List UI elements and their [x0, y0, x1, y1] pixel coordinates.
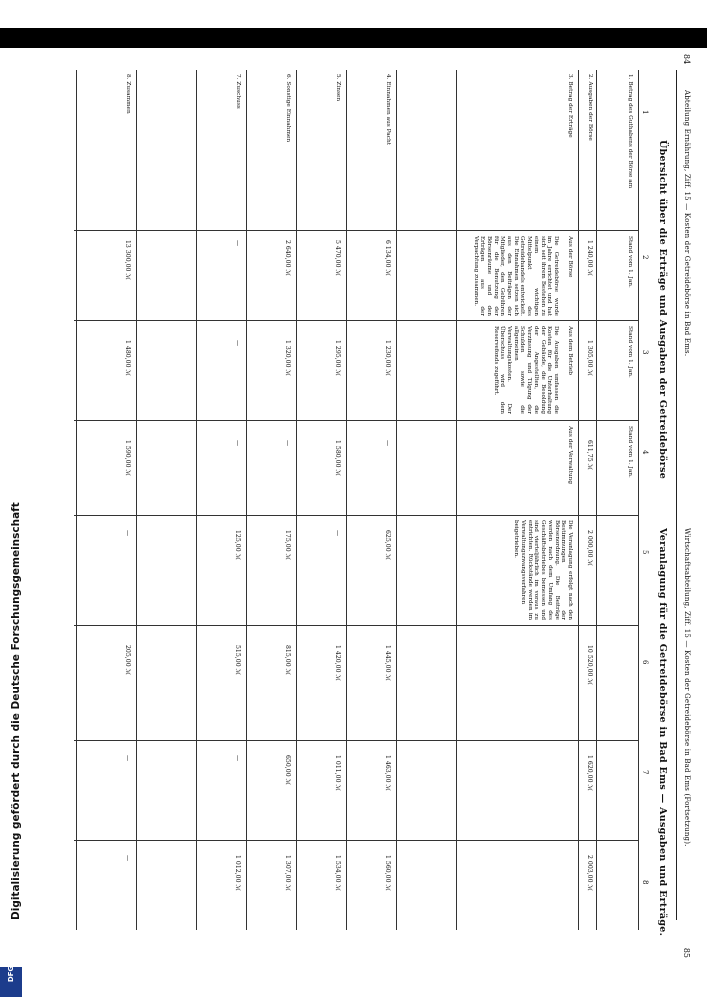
- cell-value: 6 134,00 ℳ: [384, 240, 391, 277]
- cell-value: —: [234, 755, 241, 762]
- column-rule: [74, 420, 639, 421]
- table-title-right: Veranlagung für die Getreidebörse in Bad Ems — Ausgaben und Erträge.: [657, 528, 668, 937]
- cell-value: —: [384, 440, 391, 447]
- column-rule: [74, 840, 639, 841]
- cell-value: 5 470,00 ℳ: [334, 240, 341, 277]
- cell-value: 515,00 ℳ: [234, 645, 241, 676]
- cell-value: —: [124, 530, 131, 537]
- table-rule: [346, 70, 347, 930]
- row-label: 4. Einnahmen aus Pacht: [385, 74, 391, 146]
- row-label: 1. Betrag des Guthabens der Börse am: [627, 74, 633, 189]
- cell-value: Aus der Verwaltung: [567, 426, 573, 485]
- table-rule: [76, 70, 77, 930]
- cell-value: 1 580,00 ℳ: [334, 440, 341, 477]
- cell-value: Stand vom 1. Jan.: [627, 326, 633, 378]
- table-rule: [196, 70, 197, 930]
- cell-value: 1 011,00 ℳ: [334, 755, 341, 792]
- column-rule: [74, 515, 639, 516]
- row-label: 5. Zinsen: [335, 74, 341, 102]
- column-number: 1: [641, 110, 649, 115]
- cell-value: 650,00 ℳ: [284, 755, 291, 786]
- running-head-right: Wirtschaftsabteilung, Ziff. 15 — Kosten der Getreidebörse in Bad Ems (Fortsetzung).: [683, 528, 691, 847]
- rotated-table-spread: [52, 50, 697, 962]
- cell-value: 1 305,00 ℳ: [586, 340, 593, 377]
- row-label: 7. Zuschuss: [235, 74, 241, 109]
- row-label: 2. Ausgaben der Börse: [587, 74, 593, 141]
- column-rule: [74, 320, 639, 321]
- dfg-logo-text: DFG: [7, 965, 16, 983]
- cell-value: 611,75 ℳ: [586, 440, 593, 471]
- column-number: 8: [641, 880, 649, 885]
- cell-value: 1 445,00 ℳ: [384, 645, 391, 682]
- table-rule: [296, 70, 297, 930]
- page-header: [679, 50, 691, 962]
- running-head-left: Abteilung Ernährung, Ziff. 15 — Kosten der Getreidebörse in Bad Ems.: [683, 90, 691, 357]
- cell-value: 125,00 ℳ: [234, 530, 241, 561]
- row-label: 3. Betrag der Erträge: [567, 74, 573, 138]
- cell-value: Aus der Börse: [567, 236, 573, 278]
- cell-value: Stand vom 1. Jan.: [627, 426, 633, 478]
- column-number: 2: [641, 255, 649, 260]
- explanatory-text: Die Getreidebörse wurde im Jahre errichtet und hat sich seit ihrem Bestehen zu einem wichtigen Mittelpunkt des Getreidehandels entwickelt. Die Einnahmen setzen sich aus den Beiträgen der Mitglieder, den Gebühren für die Benutzung der Börsenräume und den Erträgen aus der Verpachtung zusammen.: [472, 236, 559, 316]
- cell-value: 1 307,00 ℳ: [284, 855, 291, 892]
- cell-value: 1 534,00 ℳ: [334, 855, 341, 892]
- digitization-note: Digitalisierung gefördert durch die Deutsche Forschungsgemeinschaft: [10, 502, 22, 920]
- scanner-top-border: [0, 28, 707, 48]
- cell-value: 1 620,00 ℳ: [586, 755, 593, 792]
- table-rule: [396, 70, 397, 930]
- column-rule: [74, 230, 639, 231]
- cell-value: —: [284, 440, 291, 447]
- cell-value: —: [124, 855, 131, 862]
- cell-value: 1 463,00 ℳ: [384, 755, 391, 792]
- column-rule: [74, 625, 639, 626]
- cell-value: 1 295,00 ℳ: [334, 340, 341, 377]
- cell-value: 2 640,00 ℳ: [284, 240, 291, 277]
- cell-value: 815,00 ℳ: [284, 645, 291, 676]
- column-number: 6: [641, 660, 649, 665]
- cell-value: Aus dem Betrieb: [567, 326, 573, 376]
- cell-value: —: [334, 530, 341, 537]
- cell-value: 13 300,00 ℳ: [124, 240, 131, 281]
- dfg-logo: [0, 967, 22, 997]
- table-rule: [456, 70, 457, 930]
- cell-value: 1 420,00 ℳ: [334, 645, 341, 682]
- row-label: 6. Sonstige Einnahmen: [285, 74, 291, 143]
- column-number: 4: [641, 450, 649, 455]
- cell-value: 625,00 ℳ: [384, 530, 391, 561]
- table-rule: [638, 70, 639, 930]
- cell-value: —: [234, 240, 241, 247]
- column-number: 5: [641, 550, 649, 555]
- cell-value: 2 000,00 ℳ: [586, 530, 593, 567]
- table-rule: [578, 70, 579, 930]
- table-rule: [596, 70, 597, 930]
- cell-value: 2 003,00 ℳ: [586, 855, 593, 892]
- cell-value: 1 320,00 ℳ: [284, 340, 291, 377]
- cell-value: 1 012,00 ℳ: [234, 855, 241, 892]
- table-rule: [136, 70, 137, 930]
- column-rule: [74, 740, 639, 741]
- cell-value: 1 560,00 ℳ: [384, 855, 391, 892]
- cell-value: —: [234, 340, 241, 347]
- header-rule: [676, 70, 677, 920]
- column-number: 3: [641, 350, 649, 355]
- cell-value: 10 520,00 ℳ: [586, 645, 593, 686]
- row-label: 8. Zusammen: [125, 74, 131, 114]
- cell-value: —: [234, 440, 241, 447]
- explanatory-text: Die Ausgaben umfassen die Kosten für die Unterhaltung der Gebäude, die Besoldung der Angestellten, die Verzinsung und Tilgung der Schulden sowie die allgemeinen Verwaltungskosten. Der Überschuss wird dem Reservefonds zugeführt.: [492, 326, 559, 414]
- explanatory-text: Die Veranlagung erfolgt nach den Bestimmungen der Börsenordnung. Die Beiträge werden nach dem Umfang des Geschäftsbetriebes bemessen und sind vierteljährlich im voraus zu entrichten. Rückstände werden im Verwaltungszwangsverfahren beigetrieben.: [513, 520, 573, 620]
- cell-value: 205,00 ℳ: [124, 645, 131, 676]
- cell-value: 1 480,00 ℳ: [124, 340, 131, 377]
- column-number: 7: [641, 770, 649, 775]
- table-title-left: Übersicht über die Erträge und Ausgaben der Getreidebörse: [657, 140, 668, 480]
- page-number-right: 85: [682, 947, 691, 958]
- table-rule: [246, 70, 247, 930]
- scanned-page: [52, 50, 697, 962]
- page-number-left: 84: [682, 54, 691, 65]
- cell-value: —: [124, 755, 131, 762]
- cell-value: 175,00 ℳ: [284, 530, 291, 561]
- cell-value: Stand vom 1. Jan.: [627, 236, 633, 288]
- cell-value: 1 230,00 ℳ: [384, 340, 391, 377]
- cell-value: 1 590,00 ℳ: [124, 440, 131, 477]
- cell-value: 1 240,00 ℳ: [586, 240, 593, 277]
